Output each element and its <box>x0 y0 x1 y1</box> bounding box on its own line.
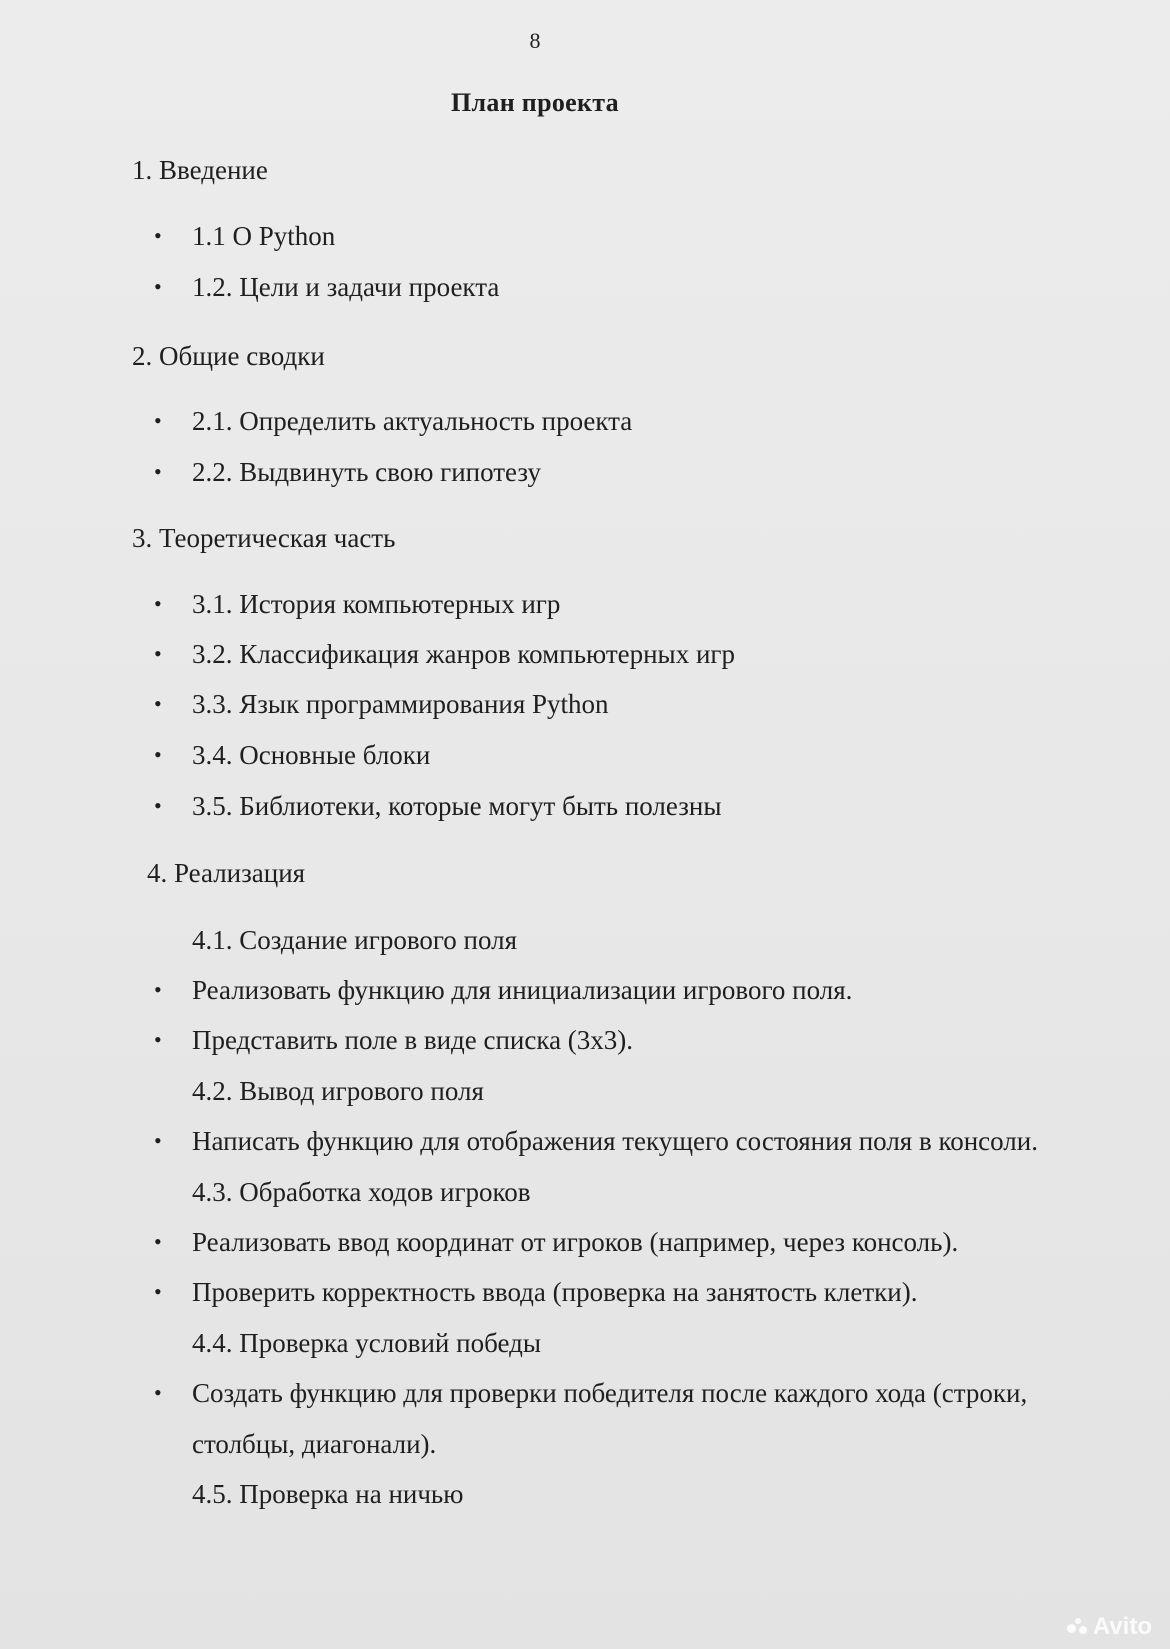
list-item-3-5: 3.5. Библиотеки, которые могут быть полезны <box>192 791 722 821</box>
list-item-4-4-a-continued: столбцы, диагонали). <box>192 1429 437 1459</box>
bullet-icon: • <box>154 223 162 248</box>
bullet-icon: • <box>154 793 162 818</box>
subheading-4-3: 4.3. Обработка ходов игроков <box>192 1177 531 1207</box>
page-number: 8 <box>529 28 541 53</box>
bullet-icon: • <box>154 1229 162 1254</box>
list-item-4-2-a: Написать функцию для отображения текущего состояния поля в консоли. <box>192 1126 1038 1156</box>
subheading-4-1: 4.1. Создание игрового поля <box>192 925 518 955</box>
avito-watermark <box>1067 1613 1152 1641</box>
subheading-4-5: 4.5. Проверка на ничью <box>192 1479 464 1509</box>
list-item-3-4: 3.4. Основные блоки <box>192 740 431 770</box>
bullet-icon: • <box>154 977 162 1002</box>
avito-logo-icon <box>1067 1618 1089 1636</box>
section-heading-4: 4. Реализация <box>147 858 306 888</box>
list-item-3-3: 3.3. Язык программирования Python <box>192 689 609 719</box>
list-item-2-1: 2.1. Определить актуальность проекта <box>192 406 633 436</box>
list-item-4-1-a: Реализовать функцию для инициализации игрового поля. <box>192 975 853 1005</box>
bullet-icon: • <box>154 691 162 716</box>
bullet-icon: • <box>154 641 162 666</box>
subheading-4-2: 4.2. Вывод игрового поля <box>192 1076 484 1106</box>
subheading-4-4: 4.4. Проверка условий победы <box>192 1328 541 1358</box>
watermark-text: Avito <box>1092 1613 1152 1640</box>
list-item-4-4-a: Создать функцию для проверки победителя после каждого хода (строки, <box>192 1378 1028 1408</box>
page-title: План проекта <box>451 88 619 117</box>
list-item-4-3-a: Реализовать ввод координат от игроков (например, через консоль). <box>192 1227 959 1257</box>
list-item-1-2: 1.2. Цели и задачи проекта <box>192 272 500 302</box>
bullet-icon: • <box>154 591 162 616</box>
section-heading-2: 2. Общие сводки <box>132 341 325 371</box>
bullet-icon: • <box>154 459 162 484</box>
bullet-icon: • <box>154 1279 162 1304</box>
list-item-2-2: 2.2. Выдвинуть свою гипотезу <box>192 457 541 487</box>
list-item-1-1: 1.1 О Python <box>192 221 336 251</box>
list-item-3-1: 3.1. История компьютерных игр <box>192 589 561 619</box>
section-heading-3: 3. Теоретическая часть <box>132 523 396 553</box>
bullet-icon: • <box>154 274 162 299</box>
bullet-icon: • <box>154 1128 162 1153</box>
bullet-icon: • <box>154 408 162 433</box>
bullet-icon: • <box>154 1380 162 1405</box>
section-heading-1: 1. Введение <box>132 155 268 185</box>
bullet-icon: • <box>154 1027 162 1052</box>
list-item-3-2: 3.2. Классификация жанров компьютерных игр <box>192 639 735 669</box>
list-item-4-1-b: Представить поле в виде списка (3x3). <box>192 1025 634 1055</box>
bullet-icon: • <box>154 742 162 767</box>
list-item-4-3-b: Проверить корректность ввода (проверка на занятость клетки). <box>192 1277 918 1307</box>
